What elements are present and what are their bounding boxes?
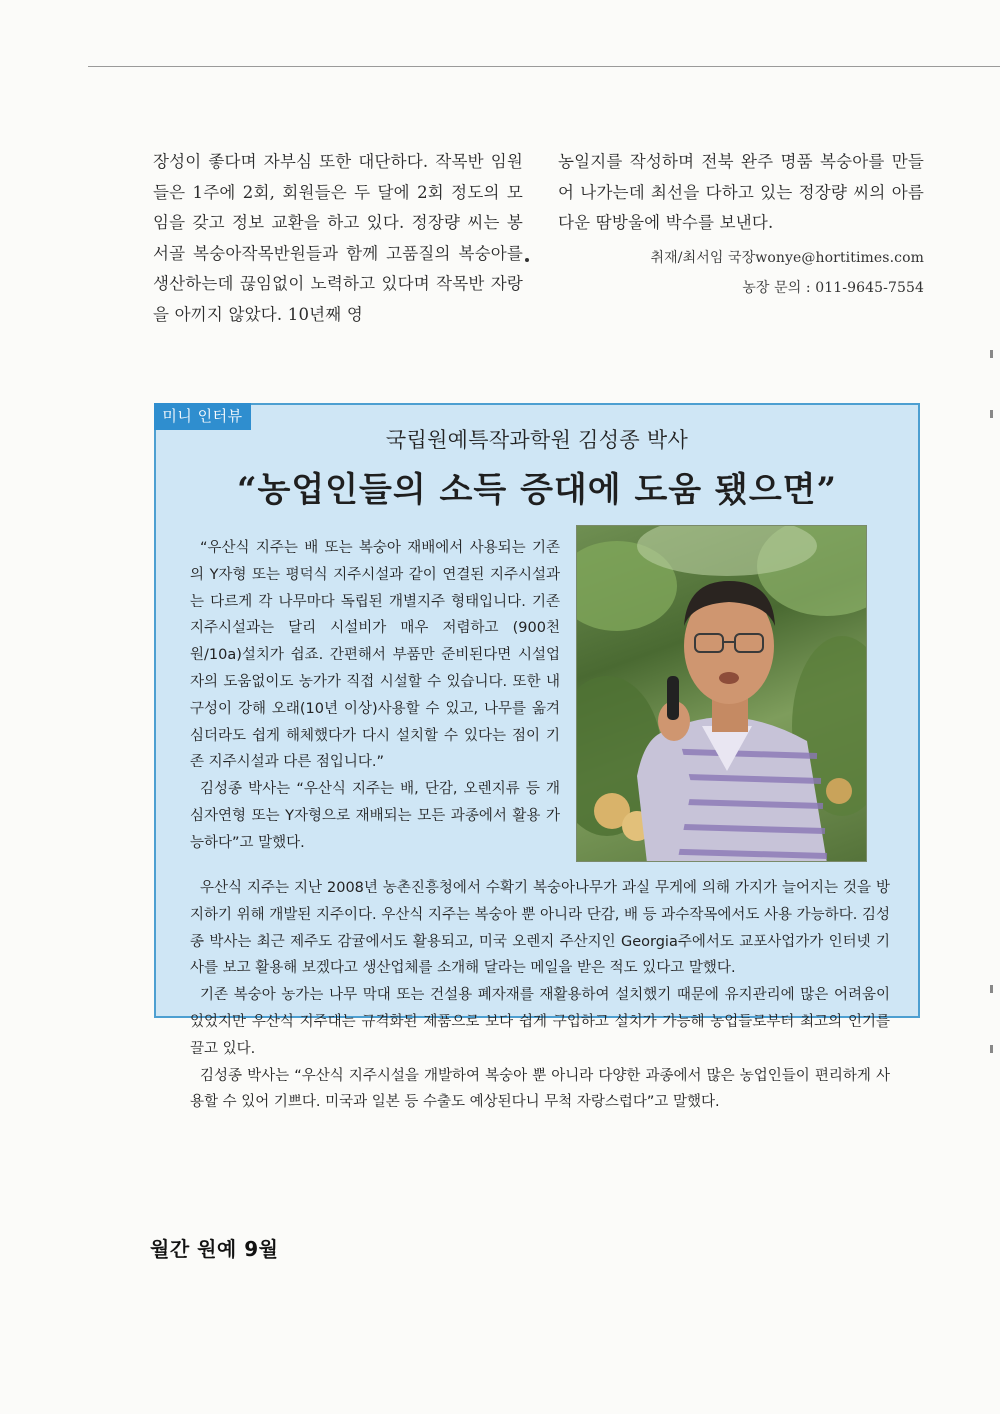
interview-paragraph: 김성종 박사는 “우산식 지주시설을 개발하여 복숭아 뿐 아니라 다양한 과종에서 많은 농업인들이 편리하게 사용할 수 있어 기쁘다. 미국과 일본 등 수출도 예상된다니 무척 자랑스럽다”고 말했다. (190, 1067, 890, 1111)
interview-body-narrow (190, 535, 560, 857)
interview-body-wide (190, 875, 890, 1116)
scan-edge-mark (990, 985, 993, 993)
interview-paragraph: 우산식 지주는 지난 2008년 농촌진흥청에서 수확기 복숭아나무가 과실 무게에 의해 가지가 늘어지는 것을 방지하기 위해 개발된 지주이다. 우산식 지주는 복숭아 뿐 아니라 단감, 배 등 과수작목에서도 사용 가능하다. 김성종 박사는 최근 제주도 감귤에서도 활용되고, 미국 오렌지 주산지인 Georgia주에서도 교포사업가가 인터넷 기사를 보고 활용해 보겠다고 생산업체를 소개해 달라는 메일을 받은 적도 있다고 말했다. (190, 880, 890, 977)
photo-illustration (577, 526, 867, 862)
top-rule (88, 66, 1000, 67)
interviewee-photo (576, 525, 867, 862)
scan-edge-mark (990, 350, 993, 358)
article-right-column (558, 147, 924, 303)
article-left-column (153, 147, 523, 331)
farm-contact: 농장 문의 : 011-9645-7554 (742, 279, 924, 296)
interview-headline: “농업인들의 소득 증대에 도움 됐으면” (236, 470, 838, 510)
decorative-dot (525, 258, 529, 262)
interview-subtitle: 국립원예특작과학원 김성종 박사 (385, 428, 689, 452)
right-column-text: 농일지를 작성하며 전북 완주 명품 복숭아를 만들어 나가는데 최선을 다하고 있는 정장량 씨의 아름다운 땀방울에 박수를 보낸다. (558, 152, 924, 233)
interview-paragraph: 기존 복숭아 농가는 나무 막대 또는 건설용 폐자재를 재활용하여 설치했기 때문에 유지관리에 많은 어려움이 있었지만 우산식 지주대는 규격화된 제품으로 보다 쉽게 구입하고 설치가 가능해 농업들로부터 최고의 인기를 끌고 있다. (190, 987, 890, 1057)
interview-tag: 미니 인터뷰 (154, 403, 251, 430)
left-column-text: 장성이 좋다며 자부심 또한 대단하다. 작목반 임원들은 1주에 2회, 회원들은 두 달에 2회 정도의 모임을 갖고 정보 교환을 하고 있다. 정장량 씨는 봉서골 복숭아작목반원들과 함께 고품질의 복숭아를 생산하는데 끊임없이 노력하고 있다며 작목반 자랑을 아끼지 않았다. 10년째 영 (153, 152, 523, 324)
scan-edge-mark (990, 410, 993, 418)
reporter-credit: 취재/최서임 국장wonye@hortitimes.com (650, 249, 924, 266)
publication-footer: 월간 원예 9월 (150, 1237, 279, 1261)
interview-paragraph: 김성종 박사는 “우산식 지주는 배, 단감, 오렌지류 등 개심자연형 또는 Y자형으로 재배되는 모든 과종에서 활용 가능하다”고 말했다. (190, 781, 560, 851)
interview-paragraph: “우산식 지주는 배 또는 복숭아 재배에서 사용되는 기존의 Y자형 또는 평덕식 지주시설과 같이 연결된 지주시설과는 다르게 각 나무마다 독립된 개별지주 형태입니다. 기존 지주시설과는 달리 시설비가 매우 저렴하고 (900천원/10a)설치가 쉽죠. 간편해서 부품만 준비된다면 시설업자의 도움없이도 농가가 직접 시설할 수 있습니다. 또한 내구성이 강해 오래(10년 이상)사용할 수 있고, 나무를 옮겨 심더라도 쉽게 해체했다가 다시 설치할 수 있다는 점이 기존 지주시설과 다른 점입니다.” (190, 540, 560, 771)
scan-edge-mark (990, 1045, 993, 1053)
